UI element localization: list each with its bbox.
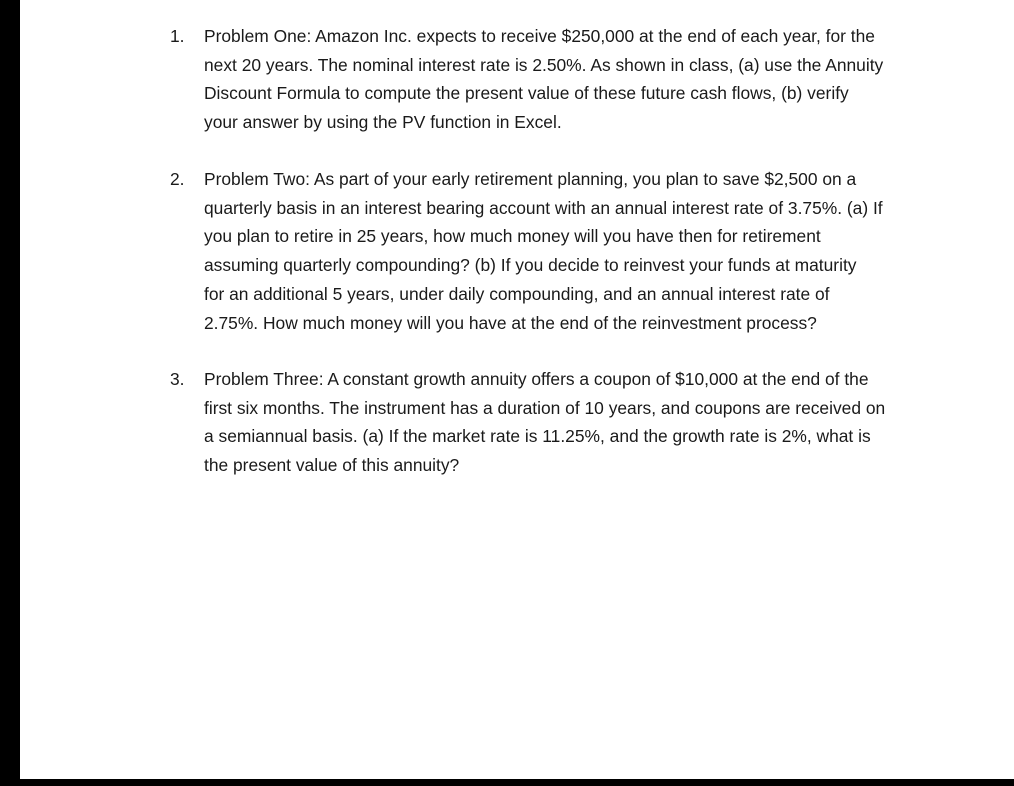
problem-two — [170, 165, 930, 337]
text-line: you plan to retire in 25 years, how much money will you have then for retirement — [204, 226, 821, 247]
text-line: for an additional 5 years, under daily compounding, and an annual interest rate of — [204, 283, 830, 304]
document-page — [20, 0, 1014, 779]
list-number: 2. — [170, 169, 185, 189]
text-line: your answer by using the PV function in Excel. — [204, 112, 562, 133]
text-line: 2.75%. How much money will you have at the end of the reinvestment process? — [204, 312, 817, 333]
text-line: a semiannual basis. (a) If the market rate is 11.25%, and the growth rate is 2%, what is — [204, 426, 871, 447]
text-line: Problem One: Amazon Inc. expects to receive $250,000 at the end of each year, for the — [204, 26, 875, 46]
list-number: 1. — [170, 26, 185, 46]
text-line: next 20 years. The nominal interest rate is 2.50%. As shown in class, (a) use the Annuity — [204, 54, 884, 75]
text-line: first six months. The instrument has a duration of 10 years, and coupons are received on — [204, 397, 886, 418]
text-line: Discount Formula to compute the present value of these future cash flows, (b) verify — [204, 83, 849, 104]
problem-one — [170, 22, 930, 137]
problem-three — [170, 365, 930, 480]
text-line: assuming quarterly compounding? (b) If you decide to reinvest your funds at maturity — [204, 255, 857, 276]
text-line: quarterly basis in an interest bearing account with an annual interest rate of 3.75%. (a) If — [204, 197, 883, 218]
list-number: 3. — [170, 369, 185, 389]
text-line: the present value of this annuity? — [204, 455, 460, 476]
text-line: Problem Three: A constant growth annuity offers a coupon of $10,000 at the end of the — [204, 369, 869, 389]
text-line: Problem Two: As part of your early retirement planning, you plan to save $2,500 on a — [204, 169, 857, 189]
